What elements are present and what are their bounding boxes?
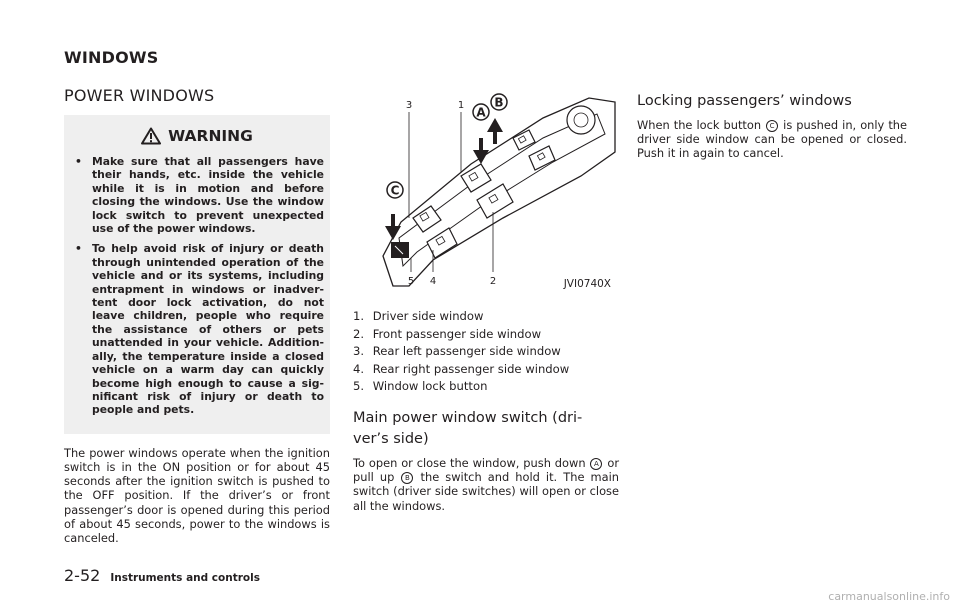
legend-item: 5. Window lock button (353, 379, 488, 394)
letter-c-label: C (390, 183, 400, 198)
legend-item: 4. Rear right passenger side window (353, 361, 570, 376)
page-footer (64, 566, 260, 585)
callout-4: 4 (429, 276, 437, 287)
locking-body: When the lock button C is pushed in, only the driver side window can be opened or closed. Push it in again to cancel. (637, 118, 908, 161)
footer-title: Instruments and controls (110, 572, 260, 584)
watermark: carmanualsonline.info (828, 590, 950, 603)
locking-heading: Locking passengers’ windows (637, 93, 852, 109)
bullet: • (75, 242, 82, 256)
main-switch-heading: Main power window switch (dri- ver’s side) (353, 409, 583, 447)
legend-item: 3. Rear left passenger side window (353, 344, 561, 359)
callout-1: 1 (457, 100, 465, 111)
letter-c-symbol: C (766, 120, 778, 132)
page-number: 2-52 (64, 566, 101, 585)
column-middle (353, 92, 619, 513)
letter-a-label: A (476, 105, 486, 120)
warning-item: • Make sure that all passengers have their hands, etc. inside the vehicle while it is in motion and before closing the windows. Use the window lock switch to prevent unexpected use of the power windows. (75, 155, 324, 236)
letter-a-symbol: A (590, 458, 602, 470)
callout-2: 2 (489, 276, 497, 287)
warning-header (70, 127, 324, 145)
legend-item: 2. Front passenger side window (353, 326, 542, 341)
warning-item: • To help avoid risk of injury or death through unintended operation of the vehicle and or its systems, including entrapment in windows or inadver- tent door lock activation, do not leave children, people who require the assistance of others or pets unattended in your vehicle. Addition- ally, the temperature inside a closed vehicle on a warm day can quickly become high enough to cause a sig- nificant risk of injury or death to people and pets. (75, 242, 324, 417)
main-switch-body: To open or close the window, push down A or pull up B the switch and hold it. The main switch (driver side switches) will open or close all the windows. (353, 455, 620, 513)
figure-code: JVI0740X (563, 278, 611, 290)
letter-b-symbol: B (401, 472, 413, 484)
legend-list (353, 308, 619, 396)
warning-triangle-icon (141, 127, 161, 145)
power-windows-heading: POWER WINDOWS (64, 86, 215, 105)
letter-b-label: B (494, 95, 504, 110)
legend-item: 1. Driver side window (353, 309, 484, 323)
section-title: WINDOWS (64, 48, 159, 67)
warning-box (64, 115, 330, 434)
callout-3: 3 (405, 100, 413, 111)
column-left (64, 86, 330, 545)
power-windows-body: The power windows operate when the ignition switch is in the ON position or for about 45 seconds after the ignition switch is pushed to the OFF position. If the driver’s or front passenger’s door is opened during this period of about 45 seconds, power to the windows is canceled. (64, 445, 330, 545)
callout-5: 5 (407, 276, 415, 287)
column-right (637, 86, 907, 161)
warning-title: WARNING (168, 127, 253, 145)
window-switch-figure (353, 90, 619, 298)
warning-list (70, 155, 324, 417)
bullet: • (75, 155, 82, 168)
switch-panel-illustration (353, 90, 619, 298)
